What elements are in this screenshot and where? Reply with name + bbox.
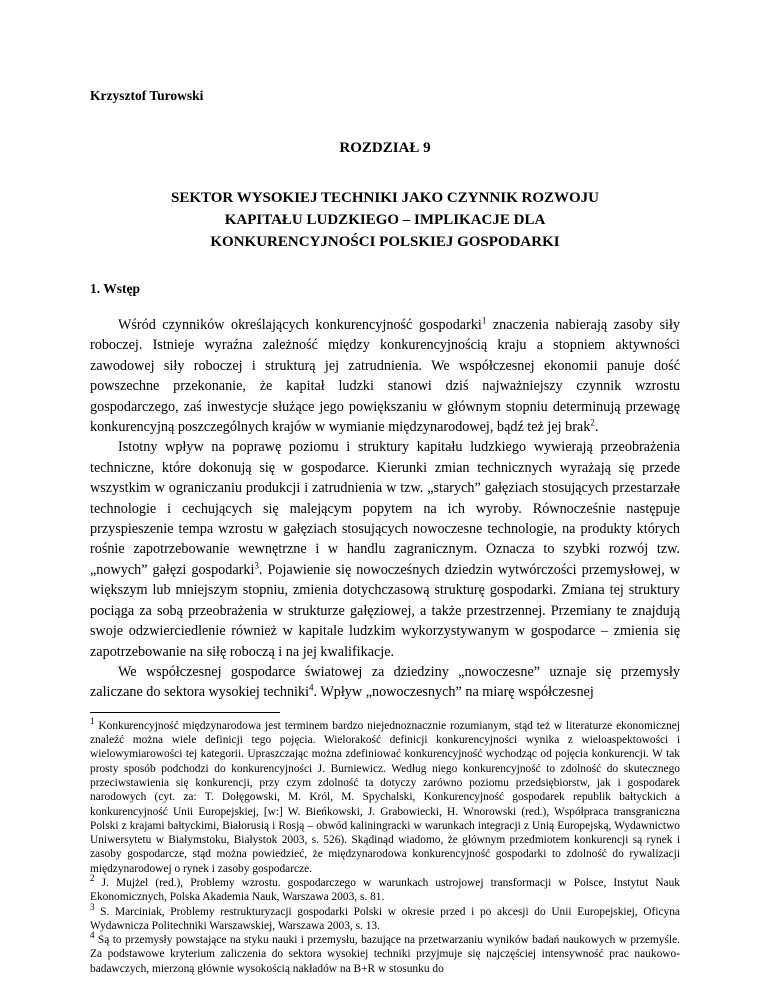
chapter-title-line: KONKURENCYJNOŚCI POLSKIEJ GOSPODARKI	[210, 234, 560, 250]
footnote-ref: 4	[309, 682, 314, 693]
document-page	[90, 60, 680, 976]
footnote: $^2$ J. Mujżel (red.), Problemy wzrostu. gospodarczego w warunkach ustrojowej transformacji w Polsce, Instytut Nauk Ekonomicznych, Polska Akademia Nauk, Warszawa 2003, s. 81.	[90, 873, 680, 904]
footnote: $^3$ S. Marciniak, Problemy restrukturyzacji gospodarki Polski w okresie przed i po akcesji do Unii Europejskiej, Oficyna Wydawnicza Politechniki Warszawskiej, Warszawa 2003, s. 13.	[90, 901, 680, 932]
footnote-number: 4	[90, 930, 95, 941]
section-heading: 1. Wstęp	[90, 281, 141, 296]
chapter-title-line: SEKTOR WYSOKIEJ TECHNIKI JAKO CZYNNIK ROZWOJU	[170, 190, 599, 206]
footnote-number: 2	[90, 873, 95, 884]
footnote-ref: 3	[254, 560, 259, 571]
paragraph: Istotny wpływ na poprawę poziomu i struktury kapitału ludzkiego wywierają przeobrażenia techniczne, które dokonują się w gospodarce. Kierunki zmian technicznych wyrażają się przede wszystkim w ograniczaniu produkcji i zatrudnienia w tzw. „starych” gałęziach stosujących przestarzałe technologie i cechujących się malejącym popytem na ich wyroby. Równocześnie następuje przyspieszenie tempa wzrostu w gałęziach stosujących nowoczesne technologie, na produkty których rośnie zapotrzebowanie wewnętrzne i w handlu zagranicznym. Oznacza to szybki rozwój tzw. „nowych” gałęzi gospodarki$^3$. Pojawienie się nowocześnych dziedzin wytwórczości przemysłowej, w większym lub mniejszym stopniu, zmienia dotychczasową strukturę gospodarki. Zmiana tej struktury pociąga za sobą przeobrażenia w strukturze gałęziowej, a także przestrzennej. Przemiany te znajdują swoje odzwierciedlenie również w kapitale ludzkim wykorzystywanym w gospodarce – zmienia się zapotrzebowanie na siłę roboczą i na jej kwalifikacje.	[90, 439, 680, 660]
footnote-number: 1	[90, 715, 95, 726]
footnote: $^1$ Konkurencyjność międzynarodowa jest terminem bardzo niejednoznacznie rozumianym, stąd też w literaturze ekonomicznej znaleźć można wiele definicji tego pojęcia. Wielorakość definicji konkurencyjności wynika z wieloaspektowości i wielowymiarowości tej kategorii. Upraszczając można zdefiniować konkurencyjność wychodząc od pojęcia konkurencji. W tak prosty sposób podchodzi do konkurencyjności J. Burniewicz. Według niego konkurencyjność to zdolność do skutecznego przeciwstawienia się konkurencji, przy czym zdolność ta dotyczy zarówno poziomu przedsiębiorstw, jak i gospodarek narodowych (cyt. za: T. Dołęgowski, M. Król, M. Spychalski, Konkurencyjność gospodarek republik bałtyckich a konkurencyjność Unii Europejskiej, [w:] W. Bieńkowski, J. Grabowiecki, H. Wnorowski (red.), Współpraca transgraniczna Polski z krajami bałtyckimi, Białorusią i Rosją – obwód kaliningracki w warunkach integracji z Unią Europejską, Wydawnictwo Uniwersytetu w Białymstoku, Białystok 2003, s. 526). Skądinąd wiadomo, że głównym przedmiotem konkurencji są rynek i zasoby gospodarcze, stąd można powiedzieć, że międzynarodowa konkurencyjność gospodarki to zdolność do rywalizacji międzynarodowej o rynek i zasoby gospodarcze.	[90, 715, 680, 875]
footnote: $^4$ Są to przemysły powstające na styku nauki i przemysłu, bazujące na przetwarzaniu wyników badań naukowych w przemyśle. Za podstawowe kryterium zaliczenia do sektora wysokiej techniki przyjmuje się najczęściej intensywność prac naukowo-badawczych, mierzoną głównie wysokością nakładów na B+R w stosunku do	[90, 930, 680, 975]
paragraph: Wśród czynników określających konkurencyjność gospodarki$^1$ znaczenia nabierają zasoby siły roboczej. Istnieje wyraźna zależność między konkurencyjnością kraju a stopniem aktywności zawodowej siły roboczej i strukturą jej zatrudnienia. We współczesnej ekonomii panuje dość powszechne przekonanie, że kapitał ludzki stanowi dziś najważniejszy czynnik wzrostu gospodarczego, zaś inwestycje służące jego powiększaniu w głównym stopniu determinują przewagę konkurencyjną poszczególnych krajów w wymianie międzynarodowej, bądź też jej brak$^2$.	[90, 315, 680, 436]
footnotes	[90, 715, 680, 976]
chapter-heading: ROZDZIAŁ 9	[339, 140, 431, 156]
footnote-ref: 1	[481, 315, 487, 326]
chapter-title-line: KAPITAŁU LUDZKIEGO – IMPLIKACJE DLA	[224, 212, 546, 228]
footnote-ref: 2	[590, 417, 595, 428]
body-text	[90, 315, 680, 703]
author-name: Krzysztof Turowski	[90, 88, 204, 103]
chapter-title	[90, 187, 680, 253]
footnote-number: 3	[90, 901, 95, 912]
footnote-divider	[90, 712, 280, 713]
paragraph: We współczesnej gospodarce światowej za dziedziny „nowoczesne” uznaje się przemysły zaliczane do sektora wysokiej techniki$^4$. Wpływ „nowoczesnych” na miarę współczesnej	[90, 663, 680, 701]
